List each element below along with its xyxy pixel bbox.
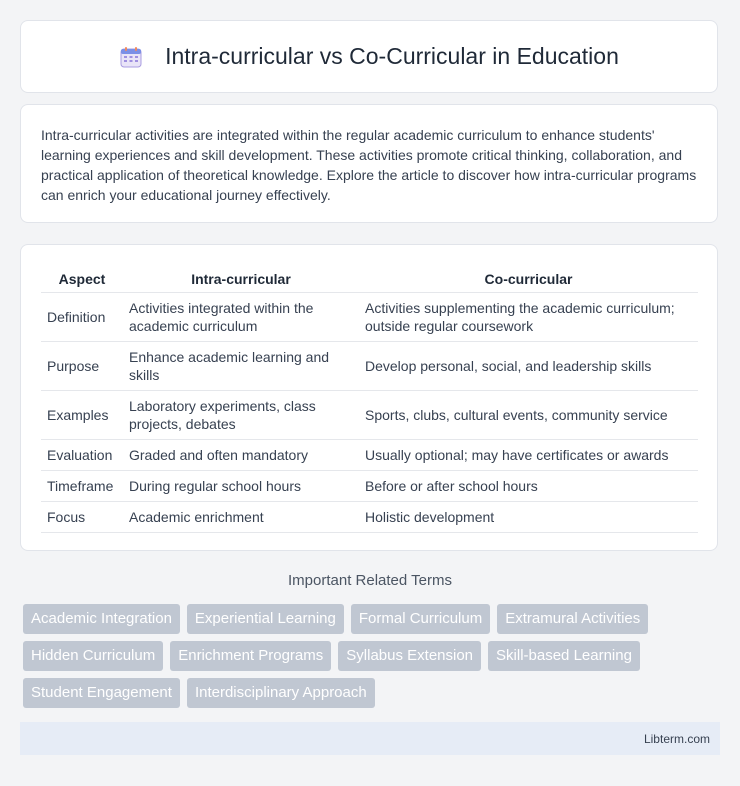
- header-co-curricular: Co-curricular: [359, 265, 698, 293]
- intro-card: [20, 104, 718, 223]
- row-co: Sports, clubs, cultural events, community service: [359, 391, 698, 440]
- related-term-tag[interactable]: Interdisciplinary Approach: [187, 678, 375, 708]
- row-aspect: Evaluation: [41, 440, 123, 471]
- table-row: [41, 471, 698, 502]
- table-row: [41, 391, 698, 440]
- table-row: [41, 293, 698, 342]
- related-term-tag[interactable]: Syllabus Extension: [338, 641, 481, 671]
- row-intra: Activities integrated within the academic curriculum: [123, 293, 359, 342]
- row-intra: Enhance academic learning and skills: [123, 342, 359, 391]
- row-aspect: Examples: [41, 391, 123, 440]
- table-row: [41, 440, 698, 471]
- table-row: [41, 342, 698, 391]
- row-intra: Academic enrichment: [123, 502, 359, 533]
- related-term-tag[interactable]: Enrichment Programs: [170, 641, 331, 671]
- related-term-tag[interactable]: Academic Integration: [23, 604, 180, 634]
- table-row: [41, 502, 698, 533]
- row-intra: Laboratory experiments, class projects, debates: [123, 391, 359, 440]
- header-intra-curricular: Intra-curricular: [123, 265, 359, 293]
- footer: [20, 722, 720, 755]
- row-aspect: Timeframe: [41, 471, 123, 502]
- related-terms-title: Important Related Terms: [288, 572, 452, 589]
- comparison-table: [41, 265, 698, 533]
- related-term-tag[interactable]: Skill-based Learning: [488, 641, 640, 671]
- row-aspect: Focus: [41, 502, 123, 533]
- row-co: Before or after school hours: [359, 471, 698, 502]
- related-term-tag[interactable]: Extramural Activities: [497, 604, 648, 634]
- related-term-tag[interactable]: Student Engagement: [23, 678, 180, 708]
- calendar-icon: [119, 45, 143, 69]
- row-intra: During regular school hours: [123, 471, 359, 502]
- related-term-tag[interactable]: Hidden Curriculum: [23, 641, 163, 671]
- related-term-tag[interactable]: Formal Curriculum: [351, 604, 490, 634]
- header-aspect: Aspect: [41, 265, 123, 293]
- row-co: Holistic development: [359, 502, 698, 533]
- footer-site-link[interactable]: Libterm.com: [643, 731, 710, 746]
- page-title: Intra-curricular vs Co-Curricular in Education: [165, 43, 619, 69]
- related-term-tag[interactable]: Experiential Learning: [187, 604, 344, 634]
- row-co: Usually optional; may have certificates or awards: [359, 440, 698, 471]
- intro-text: Intra-curricular activities are integrated within the regular academic curriculum to enhance students' learning experiences and skill development. These activities promote critical thinking, collaboration, and practical application of theoretical knowledge. Explore the article to discover how intra-curricular programs can enrich your educational journey effectively.: [41, 127, 697, 203]
- row-aspect: Purpose: [41, 342, 123, 391]
- row-aspect: Definition: [41, 293, 123, 342]
- comparison-table-card: [20, 244, 718, 551]
- row-intra: Graded and often mandatory: [123, 440, 359, 471]
- row-co: Activities supplementing the academic curriculum; outside regular coursework: [359, 293, 698, 342]
- title-card: [20, 20, 718, 93]
- related-terms-list: [23, 604, 723, 715]
- row-co: Develop personal, social, and leadership skills: [359, 342, 698, 391]
